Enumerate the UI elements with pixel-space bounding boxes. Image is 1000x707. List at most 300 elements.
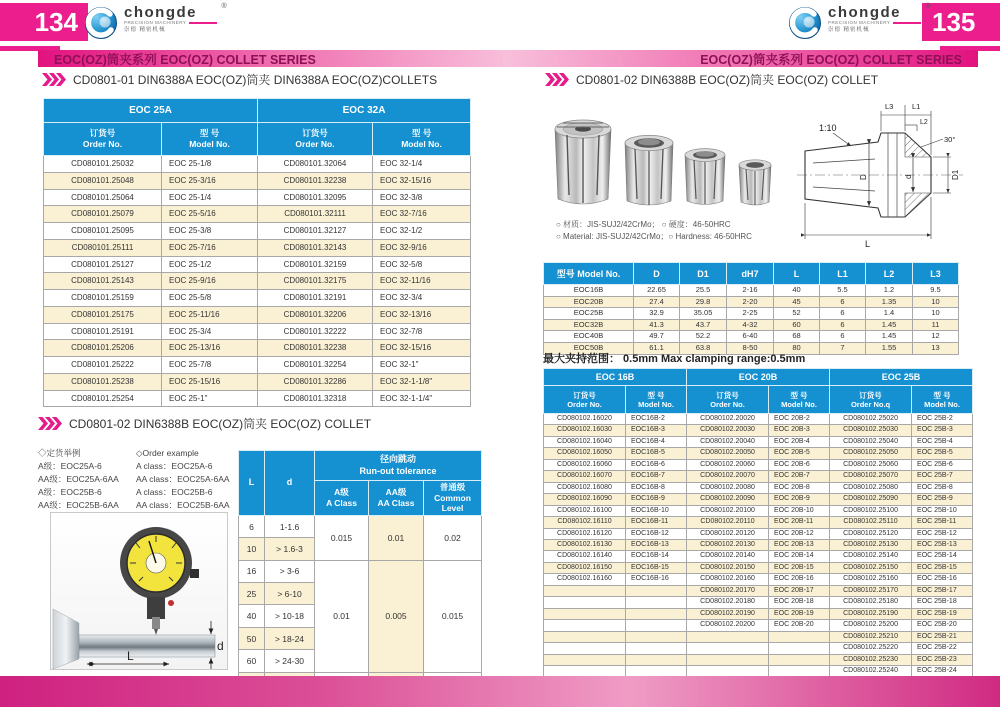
table-cell: 16 (239, 560, 265, 582)
table-cell: EOC 25B-20 (912, 620, 973, 631)
table-cell: 1-1.6 (265, 515, 315, 537)
table-cell: 40 (239, 605, 265, 627)
table-row (544, 551, 973, 562)
table-cell: CD080101.32238 (258, 340, 373, 357)
table-cell (687, 631, 769, 642)
column-header: dH7 (727, 263, 774, 285)
table-cell: CD080102.25120 (830, 528, 912, 539)
table-cell: CD080102.25070 (830, 471, 912, 482)
table-row (544, 517, 973, 528)
table-cell (626, 631, 687, 642)
table-cell: 45 (774, 296, 820, 308)
table-cell: EOC 25-1/2 (162, 256, 258, 273)
table-cell: EOC 32-1/2 (373, 223, 471, 240)
table-cell: EOC 20B-13 (769, 539, 830, 550)
column-header: 订货号 Order No. (687, 386, 769, 414)
table-row (544, 654, 973, 665)
table-cell: CD080102.20120 (687, 528, 769, 539)
group-header-row (44, 99, 471, 123)
table-cell: EOC25B (544, 308, 634, 320)
table-cell: CD080102.20110 (687, 517, 769, 528)
table-cell: 10 (239, 538, 265, 560)
gauge-label-d: d (217, 639, 224, 653)
series-title-bar-right (503, 50, 978, 67)
section-title: CD0801-02 DIN6388B EOC(OZ)筒夹 EOC(OZ) COLLET (576, 73, 879, 87)
table-cell: CD080102.16120 (544, 528, 626, 539)
header-row (544, 263, 959, 285)
table-cell: EOC16B-8 (626, 482, 687, 493)
table-row (544, 574, 973, 585)
table-cell: CD080102.25080 (830, 482, 912, 493)
page-number-block-right (922, 3, 1000, 41)
table-cell: CD080101.25095 (44, 223, 162, 240)
collet-order-table (43, 98, 471, 407)
table-cell (544, 620, 626, 631)
column-header: 型 号 Model No. (373, 123, 471, 156)
table-cell: EOC 32-7/16 (373, 206, 471, 223)
table-row (44, 373, 471, 390)
table-cell: EOC 25B-10 (912, 505, 973, 516)
series-title-bar-left (38, 50, 513, 67)
table-cell: EOC 25-3/4 (162, 323, 258, 340)
table-row (44, 239, 471, 256)
page-number-block-left (0, 3, 88, 41)
table-cell (626, 608, 687, 619)
table-cell: 10 (913, 308, 959, 320)
order-example-title: ◇Order example (136, 448, 199, 458)
table-cell (544, 585, 626, 596)
table-cell: EOC16B-15 (626, 562, 687, 573)
table-cell: EOC16B-10 (626, 505, 687, 516)
chevrons-icon (38, 417, 62, 430)
table-cell: 10 (913, 296, 959, 308)
table-cell: CD080102.25190 (830, 608, 912, 619)
table-cell: EOC 25-11/16 (162, 306, 258, 323)
table-cell: CD080102.25160 (830, 574, 912, 585)
table-row (544, 425, 973, 436)
table-cell: EOC 25B-7 (912, 471, 973, 482)
table-row (544, 562, 973, 573)
table-cell: 7 (820, 342, 866, 354)
table-row (544, 296, 959, 308)
table-cell: EOC 25B-22 (912, 643, 973, 654)
label-d: d (904, 174, 913, 179)
order-model-table (543, 368, 973, 689)
table-cell: 43.7 (680, 319, 727, 331)
table-cell: 29.8 (680, 296, 727, 308)
table-cell: CD080102.20030 (687, 425, 769, 436)
table-cell: EOC 25B-13 (912, 539, 973, 550)
table-cell: EOC 25B-24 (912, 665, 973, 676)
brand-name: chongde (124, 4, 197, 21)
table-cell: EOC40B (544, 331, 634, 343)
table-cell: 2-16 (727, 285, 774, 297)
table-cell: CD080102.16110 (544, 517, 626, 528)
table-cell: EOC16B-6 (626, 459, 687, 470)
table-row (44, 357, 471, 374)
table-cell: 49.7 (634, 331, 680, 343)
table-cell: CD080102.16090 (544, 494, 626, 505)
brand-subtitle: PRECISION MACHINERY (828, 20, 891, 25)
section-heading-right (545, 71, 878, 88)
dial-gauge-photo (50, 512, 228, 670)
brand-name-cn: 崇德 精密机械 (828, 26, 870, 33)
page-number: 135 (932, 6, 976, 37)
table-cell: CD080102.25040 (830, 436, 912, 447)
table-row (544, 482, 973, 493)
table-cell: EOC 25-7/16 (162, 239, 258, 256)
section-title: CD0801-01 DIN6388A EOC(OZ)筒夹 DIN6388A EOC(OZ)COLLETS (73, 73, 438, 87)
table-cell: 25.5 (680, 285, 727, 297)
table-cell: EOC16B-7 (626, 471, 687, 482)
brand-dash (893, 22, 921, 24)
table-cell: 1.35 (866, 296, 913, 308)
table-cell: CD080102.16040 (544, 436, 626, 447)
table-cell: > 24-30 (265, 650, 315, 672)
table-row (544, 436, 973, 447)
table-cell: EOC 32-3/8 (373, 189, 471, 206)
table-row (544, 505, 973, 516)
group-header: EOC 25B (830, 369, 973, 386)
brand-logo-right (788, 5, 931, 41)
table-cell: EOC16B (544, 285, 634, 297)
table-cell: EOC 25B-5 (912, 448, 973, 459)
table-cell: 40 (774, 285, 820, 297)
table-cell (544, 631, 626, 642)
table-cell: EOC16B-12 (626, 528, 687, 539)
table-cell: CD080102.20180 (687, 597, 769, 608)
table-cell: CD080102.20140 (687, 551, 769, 562)
group-header: EOC 32A (258, 99, 471, 123)
table-cell: EOC16B-11 (626, 517, 687, 528)
table-cell: CD080102.25060 (830, 459, 912, 470)
table-row (44, 156, 471, 173)
table-cell: EOC 25B-14 (912, 551, 973, 562)
table-cell: EOC 25B-11 (912, 517, 973, 528)
table-cell: CD080102.25210 (830, 631, 912, 642)
table-cell: EOC16B-5 (626, 448, 687, 459)
table-cell: CD080102.16130 (544, 539, 626, 550)
table-cell: EOC 25-7/8 (162, 357, 258, 374)
table-cell: > 3-6 (265, 560, 315, 582)
order-example-line: AA级：EOC25B-6AA (38, 500, 119, 510)
table-cell: > 10-18 (265, 605, 315, 627)
table-cell: EOC16B-14 (626, 551, 687, 562)
table-cell: CD080102.25230 (830, 654, 912, 665)
table-cell: EOC 32-3/4 (373, 290, 471, 307)
table-cell: EOC 32-9/16 (373, 239, 471, 256)
table-cell: CD080102.16030 (544, 425, 626, 436)
table-cell: CD080102.25130 (830, 539, 912, 550)
table-row (544, 414, 973, 425)
table-cell: CD080101.32254 (258, 357, 373, 374)
table-cell: CD080102.16020 (544, 414, 626, 425)
table-cell: EOC 25B-16 (912, 574, 973, 585)
table-cell: 12 (913, 331, 959, 343)
table-cell: 0.015 (315, 515, 369, 560)
table-cell: EOC 20B-11 (769, 517, 830, 528)
footer-bar (0, 676, 1000, 707)
table-cell: CD080102.25150 (830, 562, 912, 573)
order-example-line: AA class：EOC25B-6AA (136, 500, 230, 510)
table-cell: CD080101.32175 (258, 273, 373, 290)
table-row (544, 528, 973, 539)
table-cell: CD080101.32095 (258, 189, 373, 206)
table-cell: 0.02 (424, 515, 482, 560)
brand-subtitle: PRECISION MACHINERY (124, 20, 187, 25)
dial-indicator (120, 527, 199, 635)
table-cell: EOC 25-1/4 (162, 189, 258, 206)
label-30deg: 30° (944, 135, 956, 144)
table-cell: EOC 25B-17 (912, 585, 973, 596)
table-cell: CD080102.16070 (544, 471, 626, 482)
table-cell: EOC 20B-2 (769, 414, 830, 425)
table-cell: > 6-10 (265, 583, 315, 605)
column-header: 型号 Model No. (544, 263, 634, 285)
table-cell: CD080101.32064 (258, 156, 373, 173)
table-cell: CD080102.20150 (687, 562, 769, 573)
column-header: 型 号 Model No. (626, 386, 687, 414)
group-header-row (544, 369, 973, 386)
table-cell: CD080101.25032 (44, 156, 162, 173)
label-L2: L2 (920, 119, 928, 126)
column-header: 订货号 Order No. (258, 123, 373, 156)
table-cell: CD080101.25222 (44, 357, 162, 374)
table-cell: 32.9 (634, 308, 680, 320)
table-cell: EOC32B (544, 319, 634, 331)
table-cell: 2-25 (727, 308, 774, 320)
order-example-line: AA class：EOC25A-6AA (136, 474, 230, 484)
table-cell: EOC 25B-8 (912, 482, 973, 493)
series-title: EOC(OZ)筒夹系列 EOC(OZ) COLLET SERIES (700, 52, 962, 67)
table-cell: CD080102.25170 (830, 585, 912, 596)
table-cell: 68 (774, 331, 820, 343)
collet-photo-3 (685, 149, 725, 205)
table-cell: 2-20 (727, 296, 774, 308)
table-row (544, 319, 959, 331)
table-cell: CD080102.25090 (830, 494, 912, 505)
table-cell: 80 (774, 342, 820, 354)
table-cell: EOC 20B-6 (769, 459, 830, 470)
table-cell: CD080102.25020 (830, 414, 912, 425)
table-cell: CD080101.32191 (258, 290, 373, 307)
table-cell: 60 (239, 650, 265, 672)
table-cell: CD080102.20050 (687, 448, 769, 459)
table-cell: CD080101.25206 (44, 340, 162, 357)
column-header-row (44, 123, 471, 156)
table-row (44, 189, 471, 206)
table-cell: CD080102.25050 (830, 448, 912, 459)
order-example-cn (38, 447, 119, 512)
table-cell: EOC 25B-4 (912, 436, 973, 447)
table-cell: CD080101.25111 (44, 239, 162, 256)
column-header: 型 号 Model No. (769, 386, 830, 414)
table-cell: 6 (820, 296, 866, 308)
table-cell (544, 597, 626, 608)
table-cell: CD080101.25175 (44, 306, 162, 323)
test-bar (79, 635, 215, 657)
table-cell: EOC16B-2 (626, 414, 687, 425)
table-cell: 1.55 (866, 342, 913, 354)
table-cell: CD080101.25064 (44, 189, 162, 206)
material-note-cn: ○ 材质：JIS-SUJ2/42CrMo； ○ 硬度：46-50HRC (556, 220, 731, 229)
table-cell (626, 654, 687, 665)
table-cell: 1.4 (866, 308, 913, 320)
table-cell: EOC 32-7/8 (373, 323, 471, 340)
table-cell: CD080102.20040 (687, 436, 769, 447)
brand-dash (189, 22, 217, 24)
table-cell: CD080101.25254 (44, 390, 162, 407)
table-cell: CD080101.32143 (258, 239, 373, 256)
table-row (44, 390, 471, 407)
column-header: 订货号 Order No.q (830, 386, 912, 414)
column-header: L (774, 263, 820, 285)
table-cell: EOC 25-9/16 (162, 273, 258, 290)
order-example-title: ◇定货举例 (38, 448, 81, 458)
brand-name-cn: 崇德 精密机械 (124, 26, 166, 33)
table-cell: CD080102.20130 (687, 539, 769, 550)
table-cell: 6 (239, 515, 265, 537)
table-cell: 25 (239, 583, 265, 605)
table-row (544, 620, 973, 631)
table-cell (626, 643, 687, 654)
table-row (44, 206, 471, 223)
table-row (544, 285, 959, 297)
table-cell: EOC 32-15/16 (373, 172, 471, 189)
table-cell: CD080102.25030 (830, 425, 912, 436)
table-cell: CD080101.25048 (44, 172, 162, 189)
page-number: 134 (34, 6, 78, 37)
registered-mark: ® (221, 3, 227, 10)
column-header: L2 (866, 263, 913, 285)
table-cell: EOC 20B-20 (769, 620, 830, 631)
column-header: 订货号 Order No. (44, 123, 162, 156)
section-heading-2-left (38, 415, 371, 432)
table-cell: EOC 32-1-1/8" (373, 373, 471, 390)
table-cell: 6 (820, 319, 866, 331)
table-cell (626, 585, 687, 596)
table-cell: 6 (820, 331, 866, 343)
collet-photo-1 (555, 120, 611, 204)
table-cell: CD080101.25127 (44, 256, 162, 273)
table-cell: EOC 20B-18 (769, 597, 830, 608)
column-header: D (634, 263, 680, 285)
label-L: L (865, 239, 871, 249)
table-row (544, 597, 973, 608)
table-cell: EOC 25B-21 (912, 631, 973, 642)
table-cell: CD080102.16160 (544, 574, 626, 585)
table-cell: EOC 20B-12 (769, 528, 830, 539)
table-row (44, 256, 471, 273)
table-cell: 52.2 (680, 331, 727, 343)
table-cell (544, 643, 626, 654)
globe-icon (788, 5, 824, 41)
table-row (544, 494, 973, 505)
table-cell: EOC 32-11/16 (373, 273, 471, 290)
table-row (44, 223, 471, 240)
table-cell: CD080102.20020 (687, 414, 769, 425)
table-cell: 1.45 (866, 331, 913, 343)
table-cell: EOC 20B-19 (769, 608, 830, 619)
table-cell: CD080101.25191 (44, 323, 162, 340)
table-cell: CD080102.25100 (830, 505, 912, 516)
table-row (544, 585, 973, 596)
col-d-header: d (265, 451, 315, 516)
table-cell: 52 (774, 308, 820, 320)
gauge-label-L: L (127, 649, 134, 663)
registered-mark: ® (925, 3, 931, 10)
column-header: 型 号 Model No. (912, 386, 973, 414)
table-cell: CD080102.25220 (830, 643, 912, 654)
table-cell: 6-40 (727, 331, 774, 343)
table-cell: 1.45 (866, 319, 913, 331)
collet-photo-4 (739, 160, 771, 205)
table-cell: EOC 25-13/16 (162, 340, 258, 357)
table-cell: EOC 25-1/8 (162, 156, 258, 173)
table-cell: 22.65 (634, 285, 680, 297)
order-example-line: A class：EOC25B-6 (136, 487, 213, 497)
table-cell: EOC 32-1-1/4" (373, 390, 471, 407)
table-cell: CD080101.32222 (258, 323, 373, 340)
table-cell: EOC 25-3/16 (162, 172, 258, 189)
table-cell: EOC 20B-17 (769, 585, 830, 596)
table-cell (687, 643, 769, 654)
chevrons-icon (545, 73, 569, 86)
table-cell: EOC 20B-7 (769, 471, 830, 482)
brand-logo-left (84, 5, 227, 41)
class-header: A级 A Class (315, 481, 369, 516)
order-example-line: A级：EOC25A-6 (38, 461, 102, 471)
table-cell: EOC 20B-4 (769, 436, 830, 447)
table-cell: EOC 20B-15 (769, 562, 830, 573)
table-cell: EOC 32-1" (373, 357, 471, 374)
table-cell: CD080102.16080 (544, 482, 626, 493)
column-header-row (544, 386, 973, 414)
table-cell: EOC 25B-12 (912, 528, 973, 539)
globe-icon (84, 5, 120, 41)
table-row (544, 608, 973, 619)
table-cell: EOC 20B-14 (769, 551, 830, 562)
brand-name: chongde (828, 4, 901, 21)
table-cell: CD080101.32159 (258, 256, 373, 273)
table-cell: 6 (820, 308, 866, 320)
label-L1: L1 (912, 102, 921, 111)
table-row (544, 631, 973, 642)
table-cell: 61.1 (634, 342, 680, 354)
table-cell: EOC 25B-6 (912, 459, 973, 470)
table-cell: CD080102.20190 (687, 608, 769, 619)
label-taper: 1:10 (819, 123, 837, 133)
table-cell: CD080102.16050 (544, 448, 626, 459)
table-cell: CD080102.25240 (830, 665, 912, 676)
order-example-en (136, 447, 230, 512)
table-cell: CD080101.32111 (258, 206, 373, 223)
table-cell: CD080102.25200 (830, 620, 912, 631)
order-example-line: AA级：EOC25A-6AA (38, 474, 119, 484)
table-cell: 4-32 (727, 319, 774, 331)
column-header: L1 (820, 263, 866, 285)
table-row (544, 459, 973, 470)
table-cell: 63.8 (680, 342, 727, 354)
table-cell: CD080101.32318 (258, 390, 373, 407)
table-cell: 0.015 (424, 560, 482, 672)
class-header: AA级 AA Class (369, 481, 424, 516)
table-cell: EOC 25-1" (162, 390, 258, 407)
table-row (44, 323, 471, 340)
runout-tolerance-table (238, 450, 482, 695)
table-cell: EOC 25B-2 (912, 414, 973, 425)
table-cell: CD080102.16060 (544, 459, 626, 470)
